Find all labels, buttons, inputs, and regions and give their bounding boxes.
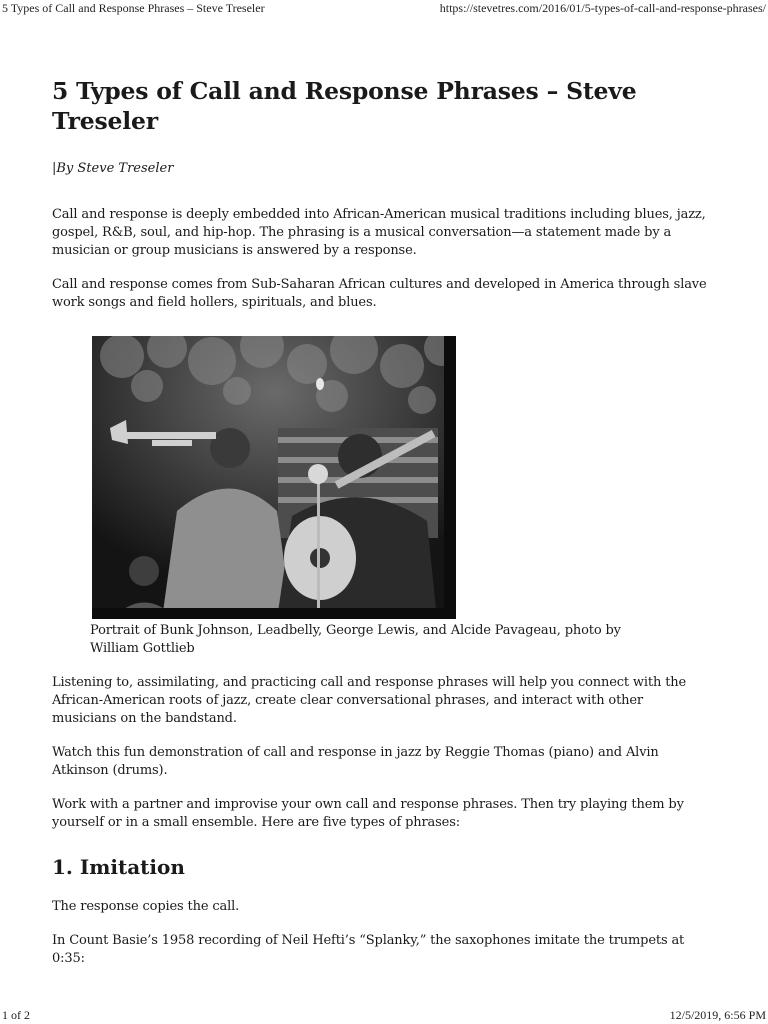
body-paragraph-3: Work with a partner and improvise your own call and response phrases. Then try playing them by yourself or in a small ensemble. Here are five types of phrases: xyxy=(52,797,684,830)
print-footer xyxy=(0,1008,768,1023)
print-page-count: 1 of 2 xyxy=(2,1008,30,1022)
print-header xyxy=(0,1,768,16)
article xyxy=(52,76,708,966)
photo-illustration xyxy=(92,336,456,619)
article-title: 5 Types of Call and Response Phrases – Steve Treseler xyxy=(52,77,637,135)
section-paragraph-2: In Count Basie’s 1958 recording of Neil Hefti’s “Splanky,” the saxophones imitate the trumpets at 0:35: xyxy=(52,933,685,966)
body-paragraph-2: Watch this fun demonstration of call and response in jazz by Reggie Thomas (piano) and Alvin Atkinson (drums). xyxy=(52,745,659,778)
photo-caption: Portrait of Bunk Johnson, Leadbelly, George Lewis, and Alcide Pavageau, photo by William Gottlieb xyxy=(90,623,621,656)
musicians-photo xyxy=(92,336,456,619)
intro-paragraph-1: Call and response is deeply embedded into African-American musical traditions including blues, jazz, gospel, R&B, soul, and hip-hop. The phrasing is a musical conversation—a statement made by a musician or group musicians is answered by a response. xyxy=(52,207,706,258)
section-heading-imitation: 1. Imitation xyxy=(52,855,185,879)
print-url[interactable]: https://stevetres.com/2016/01/5-types-of-call-and-response-phrases/ xyxy=(439,1,766,15)
intro-paragraph-2: Call and response comes from Sub-Saharan African cultures and developed in America through slave work songs and field hollers, spirituals, and blues. xyxy=(52,277,707,310)
print-page-title: 5 Types of Call and Response Phrases – Steve Treseler xyxy=(2,1,265,15)
article-byline: |By Steve Treseler xyxy=(52,161,174,176)
section-paragraph-1: The response copies the call. xyxy=(52,899,240,914)
print-timestamp: 12/5/2019, 6:56 PM xyxy=(669,1008,766,1022)
body-paragraph-1: Listening to, assimilating, and practicing call and response phrases will help you connect with the African-American roots of jazz, create clear conversational phrases, and interact with other musicians on the bandstand. xyxy=(52,675,687,726)
article-body-continued xyxy=(52,674,708,968)
